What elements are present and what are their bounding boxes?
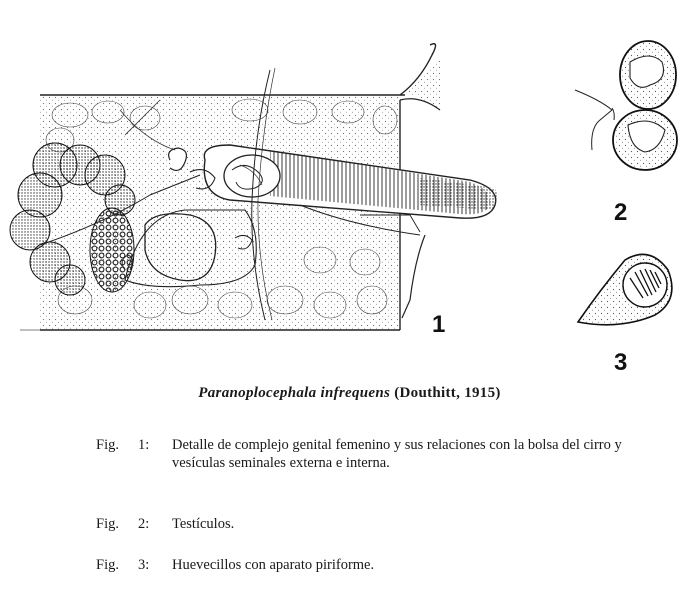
figure-3-egg [578, 254, 672, 324]
legend-text: Huevecillos con aparato piriforme. [172, 557, 375, 573]
legend-index: 2: [138, 516, 150, 532]
plate-caption [0, 385, 699, 402]
legend-label: Fig. [96, 516, 119, 532]
species-name: Paranoplocephala infrequens [198, 385, 391, 401]
figure-number-3: 3 [614, 349, 628, 376]
figure-2-testes [575, 41, 677, 170]
legend-text: Testículos. [172, 516, 235, 532]
figure-1-genital-complex [10, 44, 497, 330]
legend-label: Fig. [96, 557, 119, 573]
legend-index: 3: [138, 557, 150, 573]
figure-number-1: 1 [432, 311, 446, 338]
legend-text: Detalle de complejo genital femenino y sus relaciones con la bolsa del cirro y vesículas seminales externa e interna. [172, 437, 622, 471]
figure-number-2: 2 [614, 199, 628, 226]
legend-label: Fig. [96, 437, 119, 453]
species-author: (Douthitt, 1915) [394, 385, 501, 401]
legend-index: 1: [138, 437, 150, 453]
